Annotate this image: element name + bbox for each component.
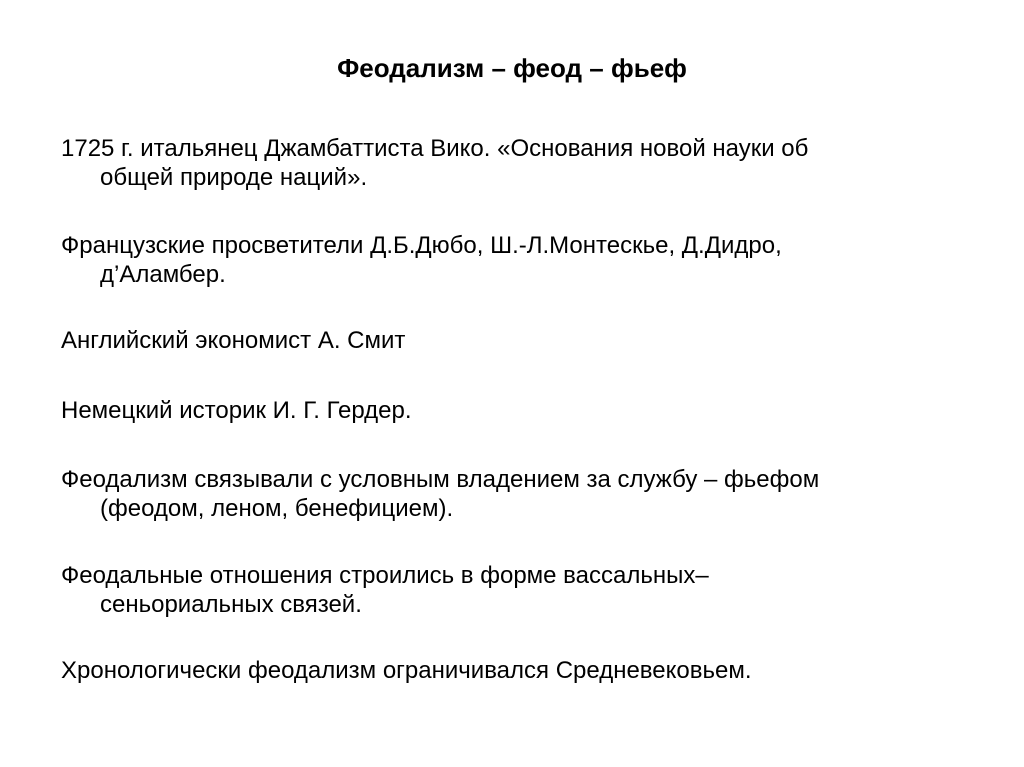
paragraph-line: Немецкий историк И. Г. Гердер. [61, 397, 412, 424]
paragraph-line: д’Аламбер. [100, 261, 226, 288]
paragraph-line: Феодальные отношения строились в форме вассальных– [61, 562, 709, 589]
paragraph-herder [61, 396, 981, 425]
paragraph-line: Феодализм связывали с условным владением за службу – фьефом [61, 466, 820, 493]
paragraph-line: 1725 г. итальянец Джамбаттиста Вико. «Основания новой науки об [61, 135, 809, 162]
paragraph-line: Хронологически феодализм ограничивался Средневековьем. [61, 657, 752, 684]
slide-title: Феодализм – феод – фьеф [337, 53, 687, 83]
paragraph-smith [61, 326, 981, 355]
paragraph-chronology [61, 656, 981, 685]
paragraph-enlighteners [61, 231, 981, 289]
paragraph-vico [61, 134, 981, 192]
paragraph-line: Английский экономист А. Смит [61, 327, 406, 354]
paragraph-line: Французские просветители Д.Б.Дюбо, Ш.-Л.Монтескье, Д.Дидро, [61, 232, 782, 259]
paragraph-line: общей природе наций». [100, 164, 368, 191]
paragraph-vassal-relations [61, 561, 981, 619]
paragraph-line: (феодом, леном, бенефицием). [100, 495, 454, 522]
paragraph-fief-definition [61, 465, 981, 523]
paragraph-line: сеньориальных связей. [100, 591, 362, 618]
